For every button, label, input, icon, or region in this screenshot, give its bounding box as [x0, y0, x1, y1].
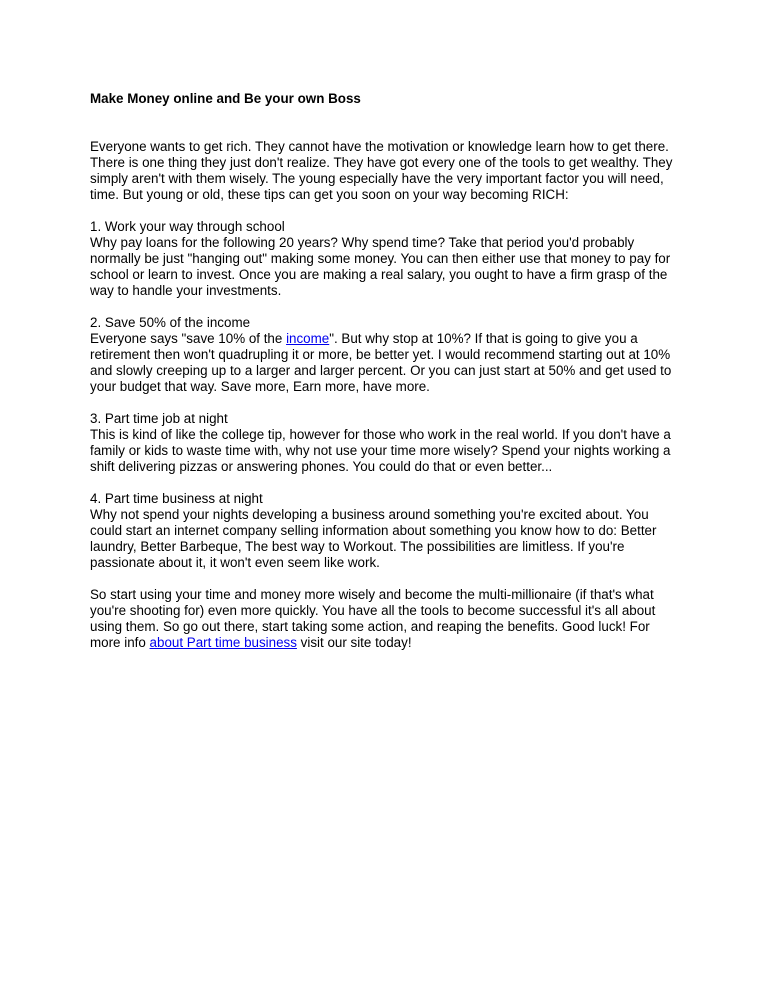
- tip-3-body: This is kind of like the college tip, however for those who work in the real world. If you don't have a family or kids to waste time with, why not use your time more wisely? Spend your nights working a shift delivering pizzas or answering phones. You could do that or even better...: [90, 427, 671, 474]
- income-link[interactable]: income: [286, 331, 330, 346]
- tip-2-body-end: ". But why stop at 10%? If that is going to give you a retirement then won't quadrupling it or more, be better yet. I would recommend starting out at 10% and slowly creeping up to a larger and larger percent. Or you can just start at 50% and get used to your budget that way. Save more, Earn more, have more.: [90, 331, 672, 394]
- closing-text-end: visit our site today!: [296, 635, 412, 650]
- tip-2: [90, 315, 682, 395]
- intro-paragraph: Everyone wants to get rich. They cannot have the motivation or knowledge learn how to get there. There is one thing they just don't realize. They have got every one of the tools to get wealthy. They simply aren't with them wisely. The young especially have the very important factor you will need, time. But young or old, these tips can get you soon on your way becoming RICH:: [90, 139, 673, 202]
- tip-4-body: Why not spend your nights developing a business around something you're excited about. You could start an internet company selling information about something you know how to do: Better laundry, Better Barbeque, The best way to Workout. The possibilities are limitless. If you're passionate about it, it won't even seem like work.: [90, 507, 657, 570]
- document-page: [90, 91, 682, 667]
- tip-1-body: Why pay loans for the following 20 years? Why spend time? Take that period you'd probably normally be just "hanging out" making some money. You can then either use that money to pay for school or learn to invest. Once you are making a real salary, you ought to have a firm grasp of the way to handle your investments.: [90, 235, 671, 298]
- tip-4-heading: 4. Part time business at night: [90, 491, 263, 506]
- document-title: Make Money online and Be your own Boss: [90, 91, 361, 106]
- tip-2-heading: 2. Save 50% of the income: [90, 315, 251, 330]
- tip-1: [90, 219, 682, 299]
- tip-1-heading: 1. Work your way through school: [90, 219, 285, 234]
- closing-paragraph: [90, 587, 682, 651]
- part-time-business-link[interactable]: about Part time business: [149, 635, 297, 650]
- tip-4: [90, 491, 682, 571]
- closing-text-start: So start using your time and money more wisely and become the multi-millionaire (if that's what you're shooting for) even more quickly. You have all the tools to become successful it's all about using them. So go out there, start taking some action, and reaping the benefits. Good luck! For more info: [90, 587, 656, 650]
- tip-3: [90, 411, 682, 475]
- tip-2-body-start: Everyone says "save 10% of the: [90, 331, 287, 346]
- tip-3-heading: 3. Part time job at night: [90, 411, 228, 426]
